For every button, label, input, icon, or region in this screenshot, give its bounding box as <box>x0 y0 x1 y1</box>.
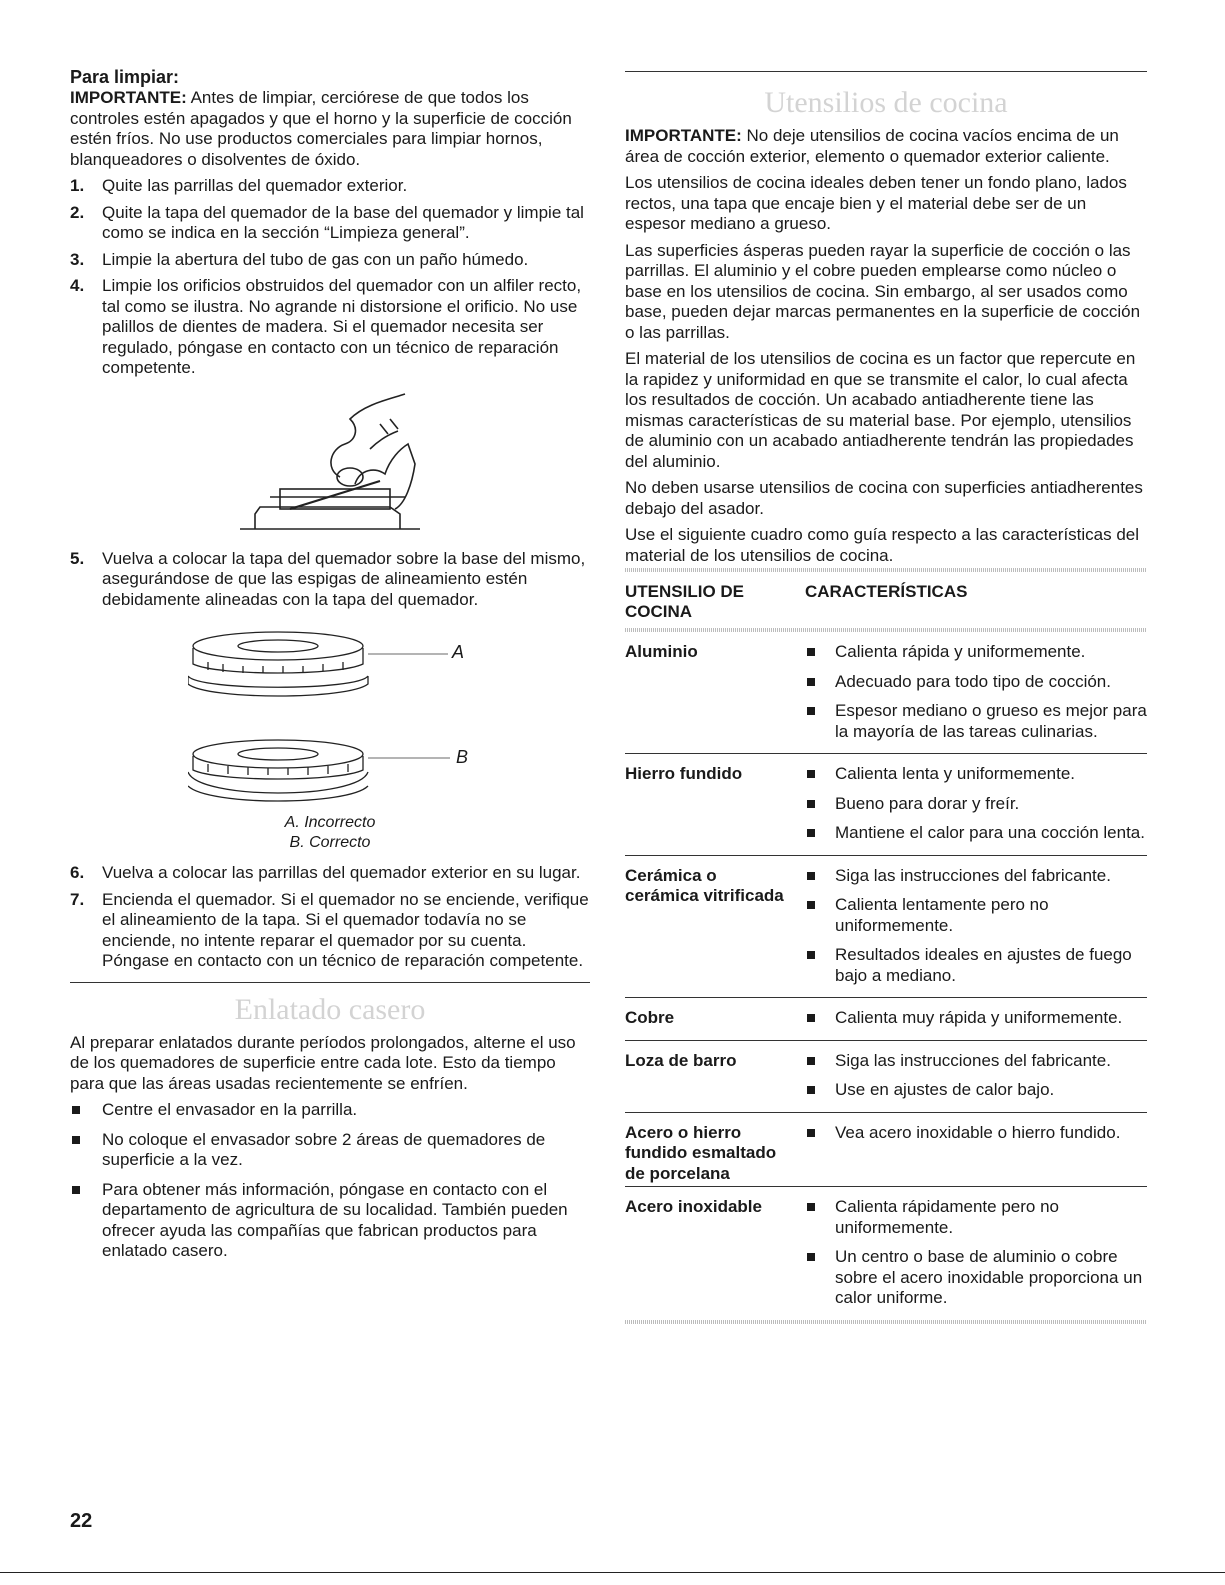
material-cell: Acero inoxidable <box>625 1197 762 1216</box>
canning-bullets <box>70 1100 590 1262</box>
header-characteristics: CARACTERÍSTICAS <box>805 582 968 601</box>
step-text: Limpie los orificios obstruidos del quemador con un alfiler recto, tal como se ilustra. No agrande ni distorsione el orificio. No use palillos de dientes de madera. Si el quemador necesita ser regulado, póngase en contacto con un técnico de reparación competente. <box>102 276 582 377</box>
caption-a: A. Incorrecto <box>284 814 376 831</box>
cookware-table <box>625 568 1147 1324</box>
bullet-item: No coloque el envasador sobre 2 áreas de quemadores de superficie a la vez. <box>70 1130 590 1171</box>
characteristic-item: Calienta lenta y uniformemente. <box>805 764 1147 785</box>
burner-cap-incorrect-illustration <box>188 626 468 706</box>
step-number: 1. <box>70 176 85 195</box>
canning-paragraph: Al preparar enlatados durante períodos prolongados, alterne el uso de los quemadores de superficie entre cada lote. Esto da tiempo para que las áreas usadas recientemente se enfríen. <box>70 1032 576 1093</box>
table-bottom-rule <box>625 1320 1147 1324</box>
bullet-item: Centre el envasador en la parrilla. <box>70 1100 590 1121</box>
right-column <box>625 71 1147 1324</box>
cookware-paragraph: Use el siguiente cuadro como guía respecto a las características del material de los utensilios de cocina. <box>625 525 1140 565</box>
reassembly-steps <box>70 863 590 972</box>
cookware-important: IMPORTANTE: No deje utensilios de cocina vacíos encima de un área de cocción exterior, elemento o quemador exterior caliente. <box>625 126 1119 166</box>
characteristics-list <box>805 1008 1147 1029</box>
material-cell: Cerámica o cerámica vitrificada <box>625 865 784 905</box>
material-cell: Cobre <box>625 1008 675 1027</box>
cookware-paragraph: Los utensilios de cocina ideales deben tener un fondo plano, lados rectos, una tapa que encaje bien y el material debe ser de un espesor mediano a grueso. <box>625 173 1127 233</box>
table-row <box>625 1187 1147 1320</box>
characteristic-item: Calienta lentamente pero no uniformemente. <box>805 895 1147 936</box>
step-number: 3. <box>70 249 85 269</box>
characteristic-item: Siga las instrucciones del fabricante. <box>805 1051 1147 1072</box>
material-cell: Acero o hierro fundido esmaltado de porcelana <box>625 1122 777 1183</box>
page-number: 22 <box>70 1510 93 1532</box>
pin-cleaning-illustration <box>230 389 430 539</box>
characteristics-list <box>805 1123 1147 1144</box>
canning-title: Enlatado casero <box>234 992 426 1026</box>
characteristics-list <box>805 764 1147 844</box>
cookware-paragraph: El material de los utensilios de cocina es un factor que repercute en la rapidez y uniformidad en que se transmite el calor, lo cual afecta los resultados de cocción. Un acabado antiadherente tiene las mismas características de su material base. Por ejemplo, utensilios de aluminio con un acabado antiadherente tendrán las propiedades del aluminio. <box>625 349 1136 471</box>
characteristics-cell <box>805 866 1147 996</box>
characteristics-list <box>805 1197 1147 1309</box>
step-item <box>70 890 590 972</box>
characteristics-list <box>805 642 1147 742</box>
table-row <box>625 1041 1147 1113</box>
step-number: 6. <box>70 863 85 882</box>
characteristic-item: Mantiene el calor para una cocción lenta. <box>805 823 1147 844</box>
characteristics-cell <box>805 642 1147 751</box>
label-a: A <box>452 642 465 662</box>
page-bottom-rule <box>0 1572 1225 1573</box>
step-item <box>70 250 590 271</box>
step-item <box>70 863 590 884</box>
table-row <box>625 856 1147 999</box>
characteristic-item: Calienta rápidamente pero no uniformemente. <box>805 1197 1147 1238</box>
characteristic-item: Use en ajustes de calor bajo. <box>805 1080 1147 1101</box>
step-number: 4. <box>70 276 85 295</box>
characteristic-item: Resultados ideales en ajustes de fuego bajo a mediano. <box>805 945 1147 986</box>
clean-intro <box>70 88 590 170</box>
characteristics-cell <box>805 1197 1147 1318</box>
important-label: IMPORTANTE: <box>70 88 187 107</box>
table-row <box>625 1113 1147 1188</box>
left-column <box>70 66 590 1271</box>
step-number: 7. <box>70 889 85 909</box>
characteristics-cell <box>805 764 1147 853</box>
step-item <box>70 176 590 197</box>
step-text: Limpie la abertura del tubo de gas con un paño húmedo. <box>102 249 529 269</box>
important-label: IMPORTANTE: <box>625 126 742 145</box>
characteristic-item: Calienta rápida y uniformemente. <box>805 642 1147 663</box>
table-row <box>625 632 1147 754</box>
characteristic-item: Siga las instrucciones del fabricante. <box>805 866 1147 887</box>
characteristics-list <box>805 1051 1147 1101</box>
step-item <box>70 276 590 379</box>
characteristics-cell <box>805 1008 1147 1038</box>
characteristic-item: Un centro o base de aluminio o cobre sobre el acero inoxidable proporciona un calor uniforme. <box>805 1247 1147 1309</box>
characteristic-item: Vea acero inoxidable o hierro fundido. <box>805 1123 1147 1144</box>
caption-b: B. Correcto <box>289 834 371 851</box>
step-5-list <box>70 549 590 611</box>
step-text: Quite la tapa del quemador de la base del quemador y limpie tal como se indica en la sección “Limpieza general”. <box>102 202 584 242</box>
cleaning-steps <box>70 176 590 379</box>
characteristic-item: Calienta muy rápida y uniformemente. <box>805 1008 1147 1029</box>
step-item <box>70 203 590 244</box>
burner-cap-correct-illustration <box>188 734 468 814</box>
table-row <box>625 754 1147 856</box>
material-cell: Aluminio <box>625 642 698 661</box>
intro-text: Antes de limpiar, cerciórese de que todos los controles estén apagados y que el horno y la superficie de cocción estén fríos. No use productos comerciales para limpiar hornos, blanqueadores o disolventes de óxido. <box>70 88 572 169</box>
material-cell: Hierro fundido <box>625 764 743 783</box>
step-text: Vuelva a colocar las parrillas del quemador exterior en su lugar. <box>102 863 581 882</box>
label-b: B <box>456 747 469 767</box>
characteristics-cell <box>805 1051 1147 1110</box>
characteristics-cell <box>805 1123 1147 1185</box>
characteristic-item: Bueno para dorar y freír. <box>805 794 1147 815</box>
step-text: Encienda el quemador. Si el quemador no se enciende, verifique el alineamiento de la tapa. Si el quemador todavía no se enciende, no intente reparar el quemador por su cuenta. Póngase en contacto con un técnico de reparación competente. <box>102 889 589 970</box>
table-row <box>625 998 1147 1041</box>
section-divider <box>70 982 590 983</box>
material-cell: Loza de barro <box>625 1050 737 1070</box>
bullet-item: Para obtener más información, póngase en contacto con el departamento de agricultura de su localidad. También pueden ofrecer ayuda las compañías que fabrican productos para enlatado casero. <box>70 1180 590 1262</box>
header-material: UTENSILIO DE COCINA <box>625 582 745 621</box>
cookware-title: Utensilios de cocina <box>764 86 1008 119</box>
step-item: 5. Vuelva a colocar la tapa del quemador sobre la base del mismo, asegurándose de que las espigas de alineamiento estén debidamente alineadas con la tapa del quemador. <box>70 548 586 609</box>
step-text: Quite las parrillas del quemador exterior. <box>102 176 408 195</box>
step-number: 2. <box>70 202 85 222</box>
clean-heading: Para limpiar: <box>70 67 180 87</box>
burner-cap-figure <box>70 616 590 841</box>
table-body <box>625 632 1147 1320</box>
characteristics-list <box>805 866 1147 987</box>
table-header <box>625 572 1147 628</box>
characteristic-item: Adecuado para todo tipo de cocción. <box>805 672 1147 693</box>
section-divider <box>625 71 1147 72</box>
cookware-paragraph: No deben usarse utensilios de cocina con superficies antiadherentes debajo del asador. <box>625 478 1143 518</box>
cookware-paragraph: Las superficies ásperas pueden rayar la superficie de cocción o las parrillas. El aluminio y el cobre pueden emplearse como núcleo o base en los utensilios de cocina. Sin embargo, al ser usados como base, pueden dejar marcas permanentes en la superficie de cocción o las parrillas. <box>625 240 1141 342</box>
characteristic-item: Espesor mediano o grueso es mejor para la mayoría de las tareas culinarias. <box>805 701 1147 742</box>
